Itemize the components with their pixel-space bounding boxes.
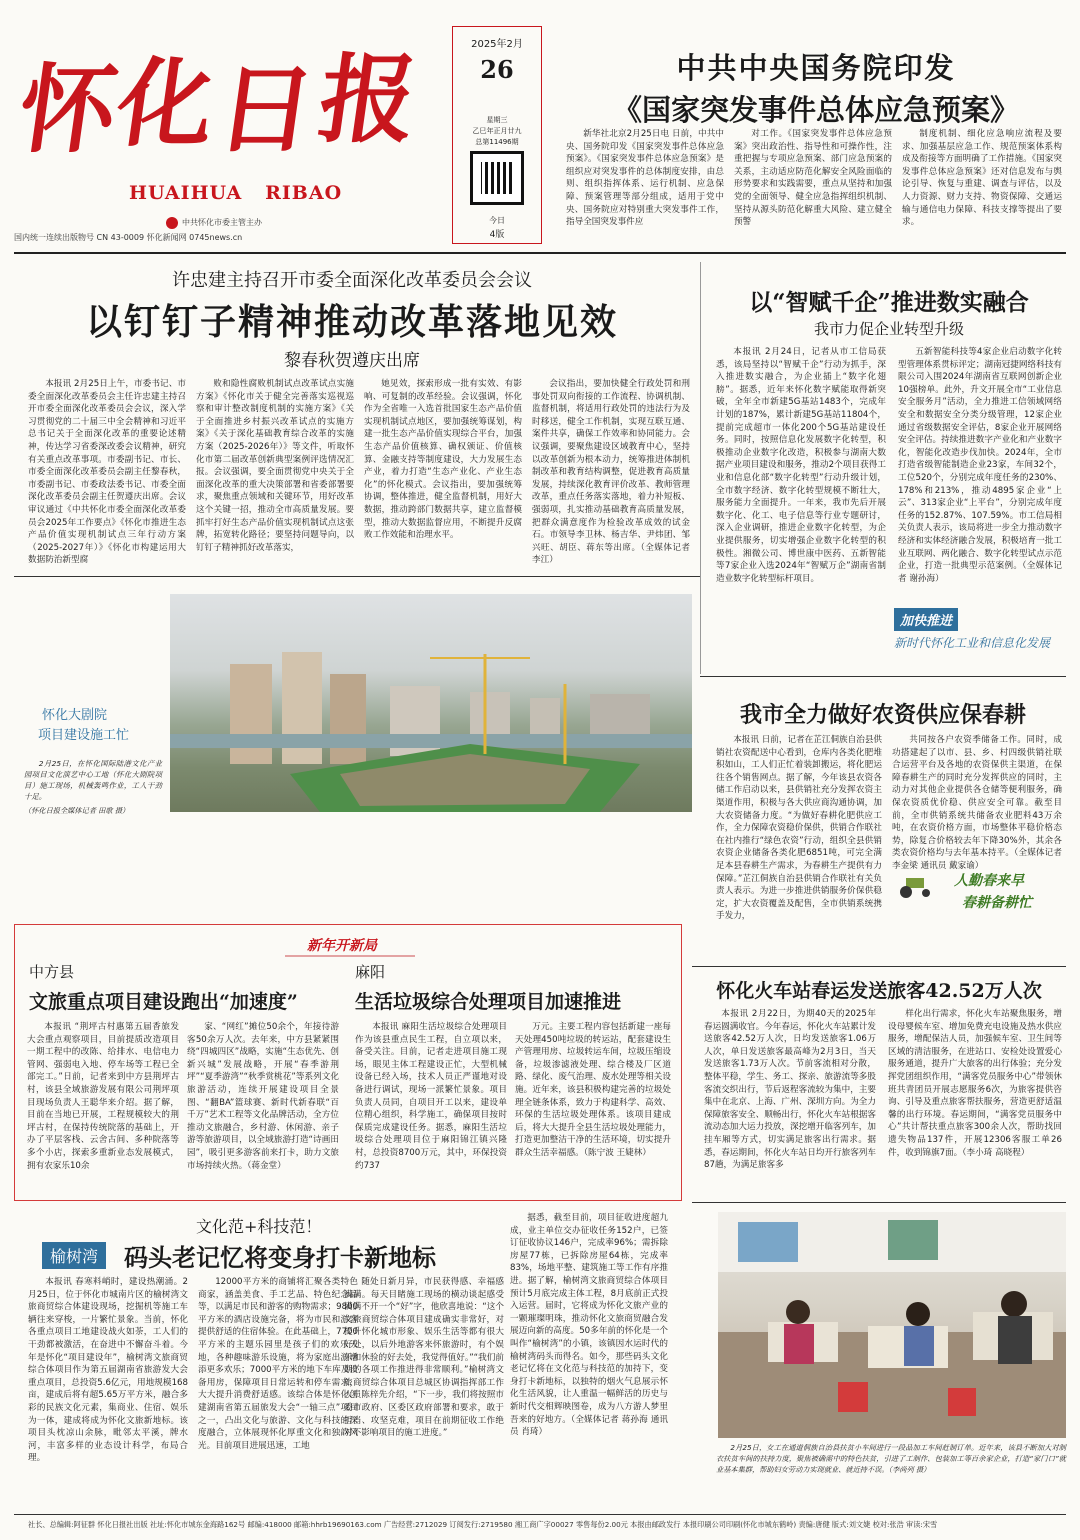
footer-info: 社长、总编辑:阿征群 怀化日报社出版 社址:怀化市城东金海路162号 邮编:418000 邮箱:hhrb19690163.com 广告经营:2712029 订阅发行:2719580 湘工商广字00027 零售每份2.00元 本报由邮政发行 本报印刷公司印刷(怀化市城东鹤岭) 责编:唐健 版式:刘文婕 校对:张浩 审读:宋雪 [28,1520,938,1529]
photo1-caption-title-1: 怀化大剧院 [42,708,108,723]
story5-headline: 码头老记忆将变身打卡新地标 [124,1243,436,1272]
story3-col-2: 共同按各户农资季储备工作。同时，成功搭建起了以市、县、乡、村四级供销社联合运营平台及各地的农资保供主渠道，在保障春耕生产的同时充分发挥供应的同时，主动力对其他企业提供各仓储等便利服务，确保农资质优价稳、供应安全可靠。截至目前，全市供销系统共储备农业肥料43万余吨，在农资价格方面，市场整体平稳价格态势，除复合价格较去年下降30%外，其余各类农资价格均与去年基本持平。（全媒体记者 李金梁 通讯员 戴家谕） [892,735,1062,871]
story1-col-2: 败和隐性腐败机制试点改革试点实施方案》《怀化市关于健全完善落实巡视巡察和审计整改制度机制的实施方案》《关于全面推进乡村振兴改革试点的实施方案》《关于深化基础教育综合改革的实施方案（2025-2026年）》等文件，听取怀化市第二届改革创新典型案例评选情况汇报。会议强调，要全面贯彻党中央关于全面深化改革的重大决策部署和省委部署要求，聚焦重点领域和关键环节，用好改革这个关键一招，推动全市高质量发展。要抓牢打好生态产品价值实现机制试点这张牌，拓宽转化路径；要坚持问题导向，以钉钉子精神抓好改革落实， [196,379,354,553]
story1-subhead: 黎春秋贺遵庆出席 [284,351,420,371]
story5-kicker: 文化范+科技范！ [196,1217,322,1236]
feature-left-col-2: 家、“网红”摊位50余个，年接待游客50余万人次。去年来，中方县紧紧围绕“四城四区”战略，实施“生态优先、创新兴城”发展战略，开展“春季游荆坪”“夏季游湾”“秋季赏桃花”等系列文化旅游活动，连续开展建设项目全景图、“翻BA”篮球赛、新时代新春联“百千万”艺术工程等文化品牌活动，全方位推动文旅融合，乡村游、休闲游、亲子游等旅游项目，以全域旅游打造“诗画田园”，吸引更多游客前来打卡，助力文旅市场持续火热。（蒋金堂） [187,1022,339,1171]
lead-headline-line2: 《国家突发事件总体应急预案》 [612,93,1019,127]
feature-right-col-1: 本报讯 麻阳生活垃圾综合处理项目作为该县重点民生工程，自立项以来，备受关注。目前，记者走进项目施工现场，眼见主体工程建设正忙，大型机械设备已经入场，技术人员正严谨地对设备进行调试，现场一派繁忙景象。项目负责人员同，自项目开工以来，建设单位精心组织，科学施工，确保项目按时保质完成建设任务。据悉，麻阳生活垃圾综合处理项目位于麻阳锦江镇兴隆村，总投资8700万元，其中，环保投资约737 [355,1022,507,1171]
date-issue: 总第11496期 [475,138,519,146]
photo-theater-construction [170,594,692,812]
story5-col-1: 本报讯 春寒料峭时，建设热潮涌。2月25日，位于怀化市城南片区的榆树湾文旅商贸综合体建设现场，挖掘机等施工车辆往来穿梭，一片繁忙景象。当前，怀化各重点项目工地建设战火如荼，工人们的干劲都被激活，在奋进中不懈奋斗着。今年是怀化“项目建设年”，榆树湾文旅商贸综合体项目作为第五届湖南省旅游发大会重点项目，总投资5.6亿元，用地规模168亩，建成后将有超5.65万平方米，融合多彩的民族文化元素，集商业、住宿、娱乐为一体，建成将成为怀化文旅新地标。该项目头枕凉山余脉，毗邻太平溪，牌水河，丰富多样的业态设计科学，布局合理。 [28,1277,188,1464]
story2-col-2: 五新智能科技等4家企业启动数字化转型管理体系贯标评定；湖南冠捷网络科技有限公司入围2024年湖南省互联网创新企业10强榜单。此外，升文开展全市“工业信息安全服务月”活动，全力推进工信领域网络安全和数据安全分类分级管理，12家企业通过省级数据安全评估，8家企业开展网络安全评估。持续推进数字产业化和产业数字化，智能化改造步伐加快。2024年，全市打造省级智能制造企业23家，车间32个，工位520个，分别完成年度任务的230%、178%和213%，推动4895家企业“上云”、313家企业“上平台”，分别完成年度任务的152.87%、107.59%。市工信局相关负责人表示，该局将进一步全力推动数字经济和实体经济融合发展，积极培育一批工业互联网、两化融合、数字化转型试点示范企业，打造一批典型示范案例。（全媒体记者 谢孙海） [898,347,1062,584]
divider-footer [14,1514,1066,1515]
story5-col-4: 据悉，截至目前，项目征收进度超九成，业主单位交办征收任务152户，已签订征收协议146户，完成率96%；需拆除房屋77栋，已拆除房屋64栋，完成率83%，场地平整、建筑施工等工作有序推进。据了解，榆树湾文旅商贸综合体项目预计5月底完成主体工程，8月底前正式投入运营。届时，它将成为怀化文旅产业的一颗璀璨明珠，推动怀化文旅商贸融合发展迈向新的高度。50多年前的怀化是一个叫作“榆树湾”的小镇，该镇因水运时代的榆树湾码头而得名。如今，那些码头文化老记忆将在文化范与科技范的加持下，变身打卡新地标，以独特的烟火气息展示怀化生活风貌，让人重温一幅鲜活的历史与新时代交相辉映图卷，成为八方游人梦里吾来的好地方。（全媒体记者 蒋孙海 通讯员 肖琦） [510,1213,668,1438]
photo-workshop [718,1212,1066,1438]
story5-col-2: 12000平方米的商铺将汇聚各类特色商家，涵盖美食、手工艺品、特色纪念品等，以满足市民和游客的购物需求；9800平方米的酒店设施完备，将为市民和游客提供舒适的住宿体验。在此基础上，7700平方米的主题乐园里是孩子们的欢乐天地，各种趣味游乐设施，将为家庭出游增添更多欢乐；7000平方米的地下车库及设备用房，保障项目日常运转和停车需求，大大提升消费舒适感。该综合体是怀化创建湖南省第五届旅发大会“一轴三点”项目之一，凸出文化与旅游、文化与科技的深度融合，立体展现怀化厚重文化和独韵风光。目前项目进展迅速，工地 [198,1277,358,1451]
masthead-char-3: 日 [210,53,323,166]
story3-col-1: 本报讯 日前，记者在芷江侗族自治县供销社农资配送中心看到，仓库内各类化肥堆积如山，工人们正忙着装卸搬运，将化肥运往各个销售网点。据了解，今年该县农资各储工作启动以来，县供销社充分发挥农资主渠道作用，积极与各大供应商沟通协调，加大农资储备力度。“为做好春耕化肥供应工作，全力保障农资稳价保供，供销合作联社在社内推行“绿色农资”行动，组织全县供销农资企业储备各类化肥6851吨，可完全满足本县春耕生产需求，为春耕生产提供有力保障。”芷江侗族自治县供销合作联社有关负责人表示。为进一步推进供销服务价保供稳定，扩大农资覆盖及配售，全市供销系统携手发力， [716,735,883,922]
photo2-caption: 2月25日，女工在通道侗族自治县扶贫小车间进行一段品加工车间赶制订单。近年来，该县不断加大对制衣扶贫车间的扶持力度，聚焦被确需中的特色扶贫，引进了工制作、包装加工等百余家企业，打造“家门口”就业基本集群，帮助妇女劳动力实现就业、就近持不误。（李尚列 摄） [716,1443,1066,1474]
masthead-publisher: 中共怀化市委主管主办 [182,218,262,227]
story4-col-2: 样化出行需求，怀化火车站聚焦服务，增设母婴候车室、增加免费充电设施及热水供应服务，增配保洁人员，加强候车室、卫生间等区域的清洁服务，在进站口、安检处设置爱心服务通道，提升广大旅客的出行体验；充分发挥党团组织作用，“满客党员服务中心”带领休班共青团员开展志愿服务6次，为旅客提供咨询、引导及重点旅客帮扶服务，营造更舒适温馨的出行环境。春运期间，“满客党员服务中心”共计帮扶重点旅客300余人次，帮助找回遗失物品137件，开展12306客服工单26件，收到锦旗7面。（李小琦 高晓程） [888,1009,1062,1158]
story3-headline: 我市全力做好农资供应保春耕 [739,702,1026,728]
story1-headline: 以钉钉子精神推动改革落地见效 [85,301,618,343]
date-box [452,26,542,244]
feature-right-place: 麻阳 [355,963,386,981]
masthead-info: 国内统一连续出版物号 CN 43-0009 怀化新闻网 0745news.cn [14,233,243,242]
lead-col-3: 制度机制、细化应急响应流程及要求、加强基层应急工作、规范预案体系构成及衔接等方面明确了工作措施。《国家突发事件总体应急预案》还对信息发布与舆论引导、恢复与重建、调查与评估，以及人力资源、财力支持、物资保障、交通运输与通信电力保障、科技支撑等提出了要求。 [902,129,1062,228]
story1-kicker: 许忠建主持召开市委全面深化改革委员会会议 [172,270,532,291]
masthead-char-2: 化 [110,47,223,160]
story4-col-1: 本报讯 2月22日，为期40天的2025年春运圆满收官。今年春运，怀化火车站累计发送旅客42.52万人次，日均发送旅客1.06万人次，单日发送旅客最高峰为2月3日，当天发送旅客1.73万人次。节前客流相对分散，整体平稳，学生、务工、探亲、旅游流等多股客流交织出行，节后返程客流较为集中，主要集中在北京、上海、广州、深圳方向。为全力保障旅客安全、顺畅出行，怀化火车站根据客流动态加大运力投放，深挖增开临客列车，加挂车厢等方式，切实满足旅客出行需求。据悉，春运期间，怀化火车站日均开行旅客列车87趟，为满足旅客多 [704,1009,876,1171]
divider-right-1 [700,262,701,674]
divider-right-3 [692,966,1066,967]
masthead-pinyin: HUAIHUA RIBAO [129,182,343,204]
photo1-credit: （怀化日报全媒体记者 田歌 摄） [24,806,130,815]
feature-left-headline: 文旅重点项目建设跑出“加速度” [29,991,298,1013]
date-weekday: 星期三 [486,116,508,124]
story2-banner-tag: 加快推进 [894,608,958,631]
feature-left-col-1: 本报讯 “荆坪古村惠第五届香旅发大会重点观察项目，目前提质改造项目一期工程中的改陈、给排水、电信电力管网、强弱电入地、停车场等工程已全部完工。”日前，记者来到中方县荆坪古村，该县全域旅游发展有限公司荆坪项目现场负责人王聪华来介绍。据了解，目前在当地已开展，工程规模较大的荆坪古村，在保持传统院落的基础上，开办了平层客栈、云舍古间、多种院落等多个小店，探索多重新业态发展模式，拥有农家乐10余 [27,1022,179,1171]
story4-headline: 怀化火车站春运发送旅客42.52万人次 [716,980,1042,1002]
feature-box [14,924,682,1201]
story1-col-3: 她见效，探索形成一批有实效、有影响、可复制的改革经验。会议强调，怀化作为全省唯一入选首批国家生态产品价值实现机制试点地区，要加强统筹谋划，构建一批生态产品价值实现综合平台，加强生态产品价值核算、确权颁证、价值核算、金融支持等制度建设，大力发展生态产业，着力打造“生态产业化、产业生态化”的怀化模式。会议指出，要加强统筹协调，整体推进，健全监督机制，用好大数据，推动跨部门数据共享，建立监督模型，推动大数据监督应用，不断提升反腐败工作效能和治理水平。 [364,379,522,541]
masthead [14,20,444,245]
photo-workshop-scene [718,1212,1066,1438]
photo1-caption-body: 2月25日，在怀化国际陆港文化产业园项目文化演艺中心工地（怀化大剧院项目）施工现场，机械轰鸣作业，工人干劲十足。 [24,759,162,801]
pages-count: 4版 [489,230,505,240]
feature-left-place: 中方县 [29,963,75,981]
feature-right-headline: 生活垃圾综合处理项目加速推进 [355,991,622,1013]
photo1-caption-title-2: 项目建设施工忙 [38,728,130,743]
story2-banner [894,604,1066,664]
story3-banner-text-1: 人勤春来早 [954,873,1024,889]
date-lunar: 乙巳年正月廿九 [472,127,522,135]
story1-col-4: 会议指出，要加快健全行政处罚和刑事处罚双向衔接的工作流程、协调机制、监督机制，将适用行政处罚的违法行为及时移送，健全工作机制，实现互联互通、案件共享，确保工作效率和协同能力。会议强调，要聚焦建设区域教育中心，坚持以改革创新为根本动力，统筹推进体制机制改革和教育结构调整，促进教育高质量发展，持续深化教育评价改革、教师管理改革，重点任务落实落地，着力补短板、强弱项，扎实推动基础教育高质量发展，把群众满意度作为检验改革成效的试金石。市领导李卫林、杨吉华、尹炜团、邹兴旺、胡臣、蒋东等出席。（全媒体记者 李江） [532,379,690,566]
story3-banner-text-2: 春耕备耕忙 [962,895,1032,911]
feature-tag-ornament [285,955,415,957]
story5-place: 榆树湾 [42,1242,106,1269]
tractor-icon [896,874,936,898]
pages-label: 今日 [489,216,505,225]
masthead-char-4: 报 [312,43,425,156]
feature-right-col-2: 万元。主要工程内容包括新建一座每天处理450吨垃圾的转运站，配套建设生产管理用房、垃圾转运车间，垃圾压缩设备，垃圾渗滤液处理、综合楼及厂区道路、绿化、废气治理、废水处理等相关设施。近年来，该县积极构建完善的垃圾处理全链条体系，致力于构建科学、高效、环保的生活垃圾处理体系。该项目建成后，将大大提升全县生活垃圾处理能力，打造更加整洁干净的生活环境，切实提升群众生活幸福感。（陈宁波 王婕林） [515,1022,671,1158]
qr-code-icon[interactable] [470,151,524,205]
story2-headline: 以“智赋千企”推进数实融合 [749,289,1029,316]
story2-banner-text: 新时代怀化工业和信息化发展 [894,636,1051,650]
feature-tag: 新年开新局 [307,938,377,954]
story2-col-1: 本报讯 2月24日，记者从市工信局获悉，该局坚持以“智赋千企”行动为抓手，深入推进数实融合，为企业插上“数字化翅膀”。据悉，近年来怀化数字赋能取得新突破，全年全市新建5G基站1483个，完成年计划的187%，累计新建5G基站11804个，提前完成超市一体化200个5G基站建设任务。同时，按照信息化发展数字化转型，积极推动企业数字化改造，积极参与湖南大数据产业项目建设和服务，推动2个项目获得工业和信息化部“数字化转型”行动升级计划，全市数字经济、数字化转型规模不断壮大，服务能力全面提升。一年来，我市先后开展数字化、化工、电子信息等行业专题研讨，深入企业调研，推进企业数字化转型，为企业提供服务，切实增强企业数字化转型的积极性。湘微公司、博世康中医药、五新智能等7家企业入选2024年“智赋万企”湖南省制造业数字化转型标杆项目。 [716,347,886,584]
photo-theater-scene [170,594,692,812]
divider-mid-2 [692,1202,1066,1203]
story2-subhead: 我市力促企业转型升级 [813,320,964,338]
story1-col-1: 本报讯 2月25日上午，市委书记、市委全面深化改革委员会主任许忠建主持召开市委全面深化改革委员会会议，深入学习贯彻党的二十届三中全会精神和习近平总书记关于全面深化改革的重要论述精神，传达学习省委深改委会议精神，研究有关重点改革事项。市委副书记、市长、市委全面深化改革委员会副主任黎春秋，市委副书记、市委政法委书记、市委全面深化改革委员会副主任贺遵庆出席。会议审议通过《中共怀化市委全面深化改革委员会2025年工作要点》《怀化市推进生态产品价值实现机制试点三年行动方案（2025-2027年）》《怀化市构建运用大数据防治新型腐 [28,379,186,566]
publisher-logo-icon [166,217,178,229]
story3-banner [892,858,1066,918]
lead-headline-line1: 中共中央国务院印发 [676,51,956,85]
story5-col-3: 随处日新月异，市民获得感、幸福感满满。每天目睹施工现场的横动谈起感受满满不开一个“好”字，他欣喜地说：“这个文旅商贸综合体项目建成确实非常好，对提升怀化城市形象、娱乐生活等都有很大好处，以后外地游客来怀旅游时，有个娱乐和休验的好去处，我觉得值好。”“我们前期的各项工作推进得非常顺利。”榆树湾文旅商贸综合体项目总城区协调指挥部工作人员陈梓先介绍，“下一步，我们将按照市委市政府、区委区政府部署和要求，敢于担当、攻坚克难，项目在前期征收工作绝对不影响项目的施工进度。” [344,1277,504,1439]
lead-col-2: 对工作。《国家突发事件总体应急预案》突出政治性、指导性和可操作性，注重把握与专项应急预案、部门应急预案的关系，主动适应防范化解安全风险面临的形势要求和实践需要，重点从坚持和加强党的全面领导、健全应急指挥组织机制、坚持从源头防范化解重大风险、建立健全预警 [734,129,892,228]
lead-col-1: 新华社北京2月25日电 日前，中共中央、国务院印发《国家突发事件总体应急预案》。《国家突发事件总体应急预案》是组织应对突发事件的总体制度安排，由总则、组织指挥体系、运行机制、应急保障、预案管理等部分组成，适用于党中央、国务院应对特别重大突发事件工作，指导全国突发事件应 [566,129,724,228]
divider-mid-1 [14,576,700,577]
date-day: 26 [480,55,514,84]
divider-top [14,252,1066,254]
masthead-char-1: 怀 [12,53,125,166]
date-year-month: 2025年2月 [471,39,523,50]
divider-right-2 [700,676,1066,677]
